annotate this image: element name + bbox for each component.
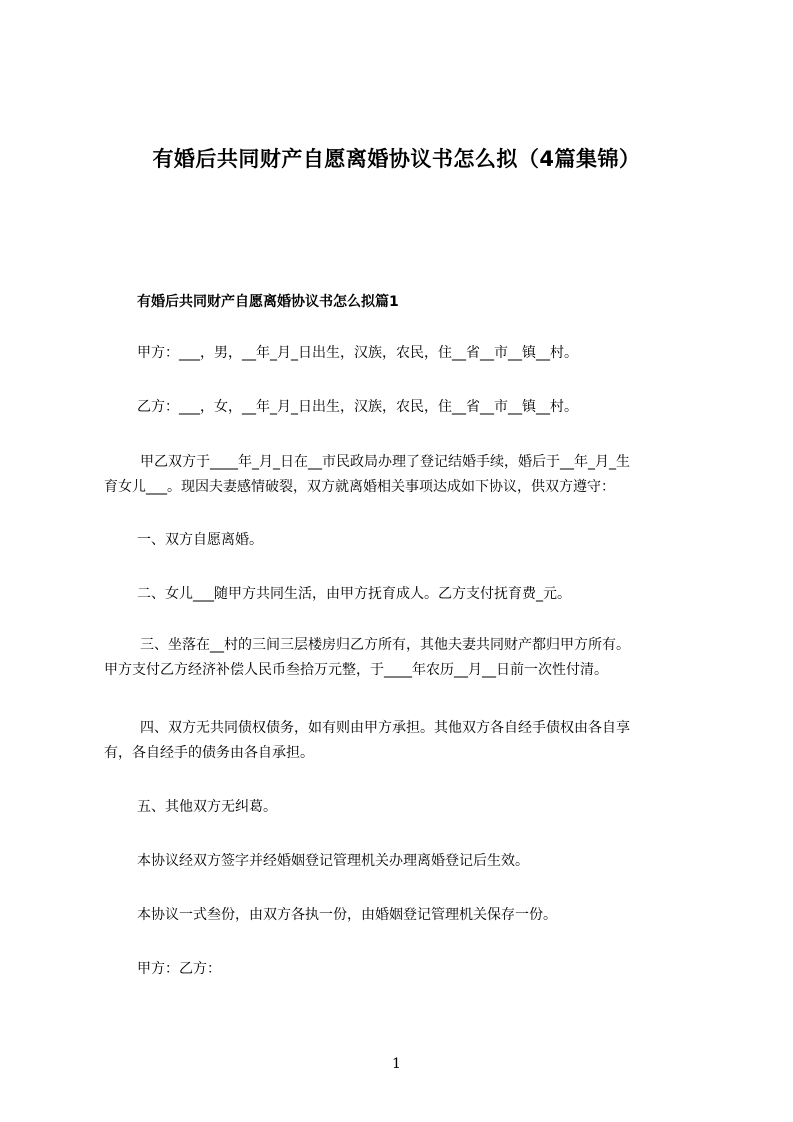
- clause-4-paragraph: [104, 716, 704, 766]
- clause-2-paragraph: 二、女儿___随甲方共同生活，由甲方抚育成人。乙方支付抚育费_元。: [137, 586, 571, 602]
- clause-1-paragraph: 一、双方自愿离婚。: [137, 532, 263, 548]
- clause-3-line-2: 甲方支付乙方经济补偿人民币叁拾万元整，于____年农历__月__日前一次性付清。: [104, 662, 608, 678]
- signatures-line: 甲方：乙方：: [137, 961, 221, 977]
- party-a-paragraph: 甲方：___，男，__年_月_日出生，汉族，农民，住__省__市__镇__村。: [137, 345, 578, 361]
- clause-3-paragraph: [104, 633, 704, 683]
- clause-3-line-1: 三、坐落在__村的三间三层楼房归乙方所有，其他夫妻共同财产都归甲方所有。: [140, 637, 630, 653]
- page-number: 1: [392, 1056, 401, 1072]
- copies-paragraph: 本协议一式叁份，由双方各执一份，由婚姻登记管理机关保存一份。: [137, 907, 557, 923]
- preamble-line-2: 育女儿___。现因夫妻感情破裂，双方就离婚相关事项达成如下协议，供双方遵守：: [104, 479, 615, 495]
- preamble-paragraph: [104, 450, 704, 500]
- clause-5-paragraph: 五、其他双方无纠葛。: [137, 799, 277, 815]
- section-title: 有婚后共同财产自愿离婚协议书怎么拟篇1: [137, 294, 399, 310]
- effective-paragraph: 本协议经双方签字并经婚姻登记管理机关办理离婚登记后生效。: [137, 853, 529, 869]
- document-title: 有婚后共同财产自愿离婚协议书怎么拟（4篇集锦）: [152, 147, 641, 171]
- party-b-paragraph: 乙方：___，女，__年_月_日出生，汉族，农民，住__省__市__镇__村。: [137, 399, 578, 415]
- clause-4-line-1: 四、双方无共同债权债务，如有则由甲方承担。其他双方各自经手债权由各自享: [140, 720, 630, 736]
- clause-4-line-2: 有，各自经手的债务由各自承担。: [104, 745, 314, 761]
- preamble-line-1: 甲乙双方于____年_月_日在__市民政局办理了登记结婚手续，婚后于__年_月_生: [140, 454, 630, 470]
